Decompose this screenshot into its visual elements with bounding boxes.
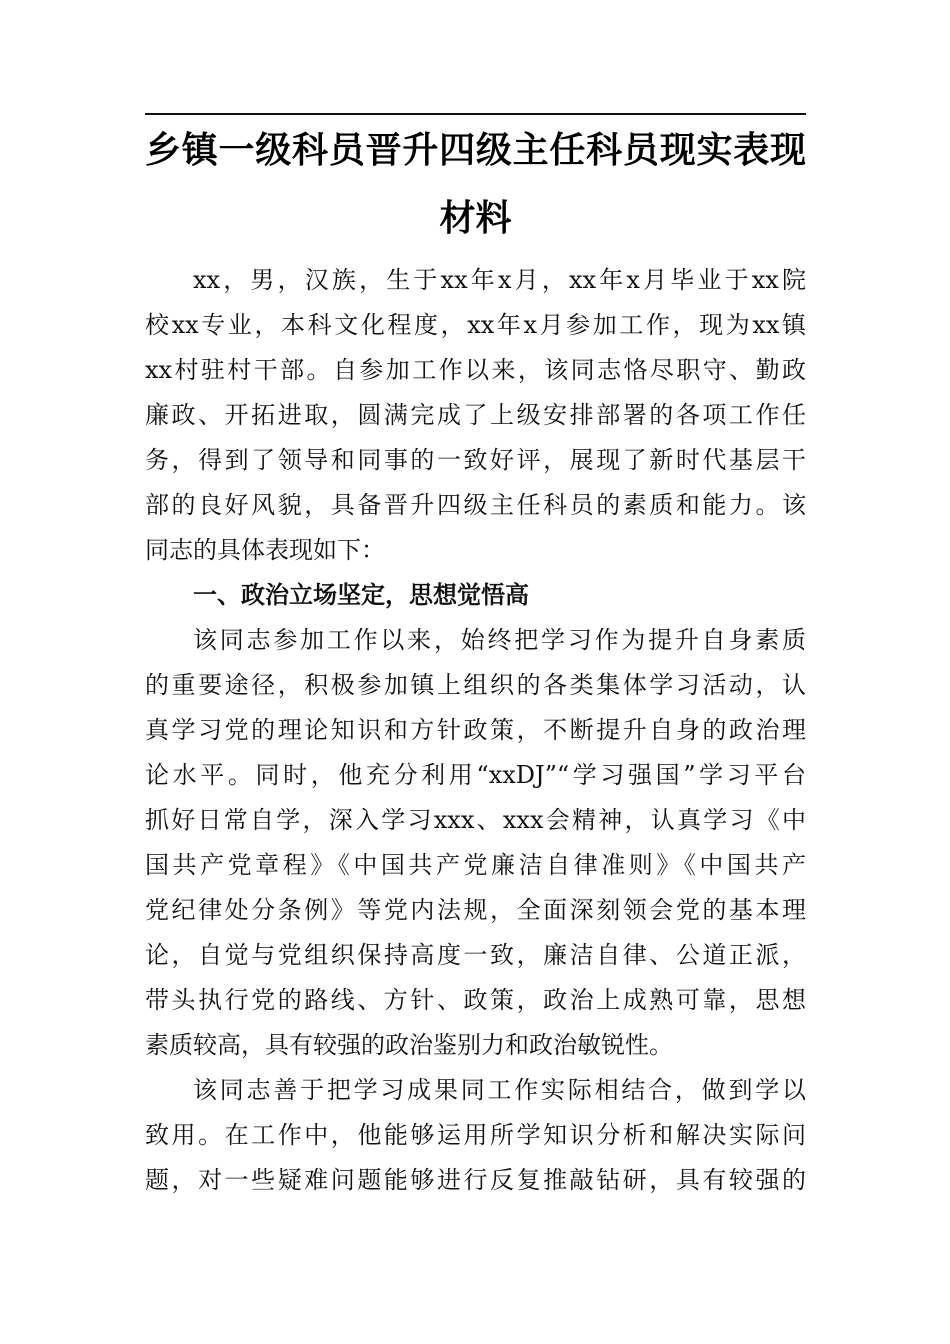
text-line: 题，对一些疑难问题能够进行反复推敲钻研，具有较强的 bbox=[145, 1166, 806, 1194]
paragraph bbox=[145, 260, 806, 575]
text-line: 抓好日常自学，深入学习xxx、xxx会精神，认真学习《中 bbox=[145, 806, 806, 834]
document-title-line-2: 材料 bbox=[439, 197, 512, 239]
paragraph bbox=[145, 1070, 806, 1205]
text-line: 该同志参加工作以来，始终把学习作为提升自身素质 bbox=[193, 626, 806, 654]
document-title-line-1: 乡镇一级科员晋升四级主任科员现实表现 bbox=[145, 129, 806, 171]
text-line: 该同志善于把学习成果同工作实际相结合，做到学以 bbox=[193, 1076, 806, 1104]
text-line: xx村驻村干部。自参加工作以来，该同志恪尽职守、勤政 bbox=[145, 356, 806, 384]
text-line: 校xx专业，本科文化程度，xx年x月参加工作，现为xx镇 bbox=[145, 311, 806, 339]
text-line: 务，得到了领导和同事的一致好评，展现了新时代基层干 bbox=[145, 446, 806, 474]
text-line: 廉政、开拓进取，圆满完成了上级安排部署的各项工作任 bbox=[145, 401, 806, 429]
text-line: 党纪律处分条例》等党内法规，全面深刻领会党的基本理 bbox=[145, 896, 806, 924]
text-line: 真学习党的理论知识和方针政策，不断提升自身的政治理 bbox=[145, 716, 806, 744]
text-line: 国共产党章程》《中国共产党廉洁自律准则》《中国共产 bbox=[145, 851, 806, 879]
text-line: 论水平。同时，他充分利用“xxDJ”“学习强国”学习平台 bbox=[145, 761, 806, 789]
text-line: 的重要途径，积极参加镇上组织的各类集体学习活动，认 bbox=[145, 671, 806, 699]
text-line: xx，男，汉族，生于xx年x月，xx年x月毕业于xx院 bbox=[193, 266, 806, 294]
text-line: 带头执行党的路线、方针、政策，政治上成熟可靠，思想 bbox=[145, 986, 806, 1014]
text-line: 同志的具体表现如下： bbox=[145, 536, 385, 564]
header-rule bbox=[145, 113, 806, 115]
text-line: 致用。在工作中，他能够运用所学知识分析和解决实际问 bbox=[145, 1121, 806, 1149]
text-line: 一、政治立场坚定，思想觉悟高 bbox=[193, 581, 529, 609]
section-heading bbox=[145, 575, 806, 620]
text-line: 部的良好风貌，具备晋升四级主任科员的素质和能力。该 bbox=[145, 491, 806, 519]
paragraph bbox=[145, 620, 806, 1070]
text-line: 素质较高，具有较强的政治鉴别力和政治敏锐性。 bbox=[145, 1031, 673, 1059]
document-body bbox=[145, 260, 806, 1205]
text-line: 论，自觉与党组织保持高度一致，廉洁自律、公道正派， bbox=[145, 941, 806, 969]
